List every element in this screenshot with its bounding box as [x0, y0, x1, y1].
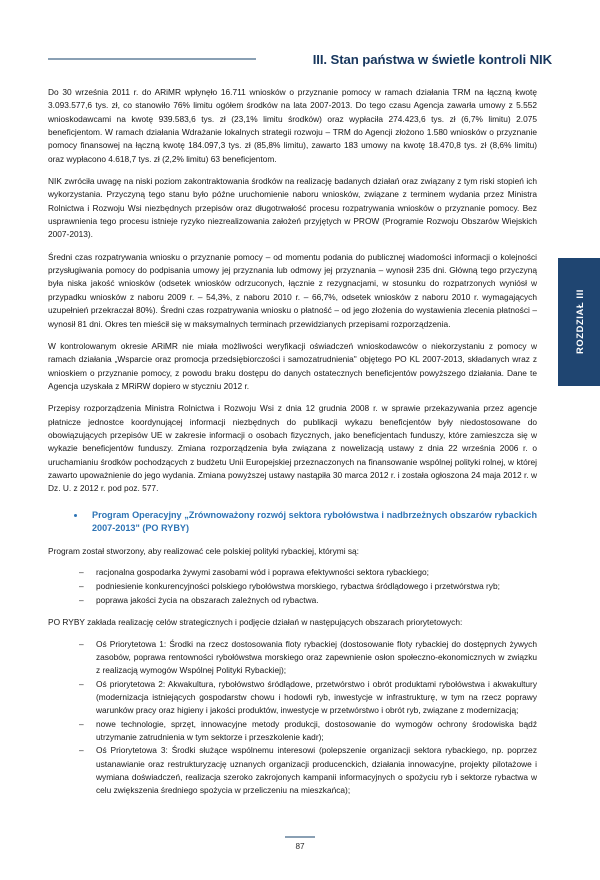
- dash-marker-icon: –: [79, 567, 84, 578]
- section-heading-po-ryby: [48, 509, 537, 536]
- list-item-text: podniesienie konkurencyjności polskiego rybołówstwa morskiego, rybactwa śródlądowego i przetwórstwa ryb;: [96, 581, 500, 591]
- goals-list: [48, 566, 537, 607]
- page-footer: [0, 836, 600, 851]
- list-item-text: Oś priorytetowa 2: Akwakultura, rybołówstwo śródlądowe, przetwórstwo i obrót produktami rybołówstwa i akwakultury (modernizacja istniejących gospodarstw chowu i hodowli ryb, inwestycje w infrastrukturę, w tym na rzecz poprawy warunków pracy oraz higieny i jakości produktów, inwestycje w przetwórstwo i obrót ryb, związane z modernizacją;: [96, 678, 537, 716]
- chapter-tab-label: ROZDZIAŁ III: [573, 289, 585, 355]
- page-number: 87: [295, 841, 305, 851]
- paragraph-processing-time: Średni czas rozpatrywania wniosku o przyznanie pomocy – od momentu podania do publicznej wiadomości informacji o kolejności przysługiwania pomocy do podpisania umowy jej przyznania lub odmowy jej przyznania – wynosił 235 dni. Główną tego przyczyną była niska jakość wniosków (odsetek wniosków odrzuconych, łącznie z rezygnacjami, w stosunku do rozpatrzonych wyniósł w przypadku wniosków z naboru 2009 r. – 54,3%, z naboru 2010 r. – 66,7%, odsetek wniosków z naboru 2010 r. wymagających uzupełnień przekraczał 80%). Średni czas rozpatrywania wniosku o płatność – od jego złożenia do wystawienia zlecenia płatności – wynosił 81 dni. Okres ten mieścił się w maksymalnych terminach przewidzianych przepisami rozporządzenia.: [48, 251, 537, 329]
- document-body: [48, 86, 537, 807]
- priority-axes-list: [48, 638, 537, 798]
- dash-marker-icon: –: [79, 581, 84, 591]
- paragraph-priority-areas-intro: PO RYBY zakłada realizację celów strategicznych i podjęcie działań w następujących obszarach priorytetowych:: [48, 617, 463, 628]
- dash-marker-icon: –: [79, 678, 84, 689]
- list-item-text: racjonalna gospodarka żywymi zasobami wód i poprawa efektywności sektora rybackiego;: [96, 567, 429, 578]
- list-item: [48, 744, 537, 797]
- page-header: [48, 44, 552, 74]
- header-divider-rule: [48, 58, 256, 60]
- chapter-tab: [558, 258, 600, 386]
- page-title: III. Stan państwa w świetle kontroli NIK: [312, 51, 552, 67]
- paragraph-trm-statistics: Do 30 września 2011 r. do ARiMR wpłynęło 16.711 wniosków o przyznanie pomocy w ramach działania TRM na łączną kwotę 3.093.577,6 tys. zł, co stanowiło 76% limitu ogółem środków na lata 2007-2013. Do tego czasu Agencja zawarła umowy z 5.552 wnioskodawcami na kwotę 939.583,6 tys. zł (23,1% limitu środków) oraz wypłaciła 274.423,6 tys. zł (6,7% limitu) 2.075 beneficjentom. W ramach działania Wdrażanie lokalnych strategii rozwoju – TRM do Agencji złożono 1.580 wniosków o przyznanie pomocy finansowej na łączną kwotę 184.097,3 tys. zł (85,8% limitu), zawarto 183 umowy na kwotę 18.470,8 tys. zł (8,6% limitu) oraz wypłacono 4.618,7 tys. zł (2,2% limitu) 63 beneficjentom.: [48, 87, 537, 164]
- footer-divider-rule: [285, 836, 315, 838]
- paragraph-nik-remarks: NIK zwróciła uwagę na niski poziom zakontraktowania środków na realizację badanych działań oraz związany z tym riski stopień ich wykorzystania. Przyczyną tego stanu było późne uruchomienie naboru wniosków, związane z terminem wydania przez Ministra Rolnictwa i Rozwoju Wsi niezbędnych przepisów oraz długotrwałość procesu rozpatrywania wniosków o przyznanie pomocy. Bez usprawnienia tego procesu istnieje ryzyko niezrealizowania założeń przyjętych w PROW (Programie Rozwoju Obszarów Wiejskich 2007-2013).: [48, 176, 537, 240]
- dash-marker-icon: –: [79, 638, 84, 649]
- list-item: [48, 638, 537, 678]
- bullet-dot-icon: [74, 514, 77, 517]
- paragraph-program-goals-intro: Program został stworzony, aby realizować cele polskiej polityki rybackiej, którymi są:: [48, 545, 359, 556]
- paragraph-verification-limits: W kontrolowanym okresie ARiMR nie miała możliwości weryfikacji oświadczeń wnioskodawców o niekorzystaniu z pomocy w ramach działania „Wsparcie oraz promocja przedsiębiorczości i samozatrudnienia" objętego PO KL 2007-2013, składanych wraz z wnioskiem o przyznanie pomocy, z powodu braku dostępu do danych ostatecznych beneficjentów powyższego działania. Dane te Agencja uzyskała z MRiRW dopiero w styczniu 2012 r.: [48, 340, 537, 391]
- list-item: [48, 718, 537, 745]
- paragraph-regulation-changes: Przepisy rozporządzenia Ministra Rolnictwa i Rozwoju Wsi z dnia 12 grudnia 2008 r. w sprawie przekazywania przez agencje płatnicze jednostce koordynującej informacji niezbędnych do publikacji wykazu beneficjentów były niedostosowane do obowiązujących przepisów UE w zakresie informacji o osobach fizycznych, jako beneficjentach funduszy, które zamieszcza się w wykazie beneficjentów funduszy. Zmiana rozporządzenia była związana z nowelizacją ustawy z dnia 22 września 2006 r. o uruchamianiu środków pochodzących z budżetu Unii Europejskiej przeznaczonych na finansowanie wspólnej polityki rolnej, w której zawarto upoważnienie do jego wydania. Zmiana powyższej ustawy nastąpiła 30 marca 2012 r. i została ogłoszona 24 maja 2012 r. w Dz. U. z 2012 r. pod poz. 577.: [48, 403, 537, 494]
- list-item: [48, 678, 537, 718]
- dash-marker-icon: –: [79, 718, 84, 729]
- dash-marker-icon: –: [79, 594, 84, 605]
- list-item-text: Oś Priorytetowa 1: Środki na rzecz dostosowania floty rybackiej (dostosowanie floty rybackiej do dostępnych żywych zasobów, poprawa rentowności rybołówstwa morskiego oraz zapewnienie osłon społeczno-ekonomicznych w związku z realizacją wymogów Wspólnej Polityki Rybackiej);: [96, 638, 537, 676]
- list-item: [48, 566, 537, 579]
- list-item-text: poprawa jakości życia na obszarach zależnych od rybactwa.: [96, 594, 319, 605]
- section-heading-text: Program Operacyjny „Zrównoważony rozwój sektora rybołówstwa i nadbrzeżnych obszarów rybackich 2007-2013" (PO RYBY): [92, 509, 537, 534]
- list-item-text: nowe technologie, sprzęt, innowacyjne metody produkcji, dostosowanie do wymogów ochrony środowiska bądź utrzymanie zatrudnienia w tym sektorze i przeszkolenie kadr);: [96, 718, 537, 742]
- dash-marker-icon: –: [79, 745, 84, 756]
- list-item-text: Oś Priorytetowa 3: Środki służące wspólnemu interesowi (polepszenie organizacji sektora rybackiego, np. poprzez ustanawianie oraz restrukturyzację uznanych organizacji producenckich, działania innowacyjne, projekty pilotażowe i wymiana doświadczeń, realizacja szeroko zakrojonych kampanii informacyjnych o spożyciu ryb i sektorze rybactwa w celu zwiększenia średniego spożycia w przeliczeniu na mieszkańca);: [96, 745, 537, 796]
- list-item: [48, 594, 537, 607]
- list-item: [48, 580, 537, 593]
